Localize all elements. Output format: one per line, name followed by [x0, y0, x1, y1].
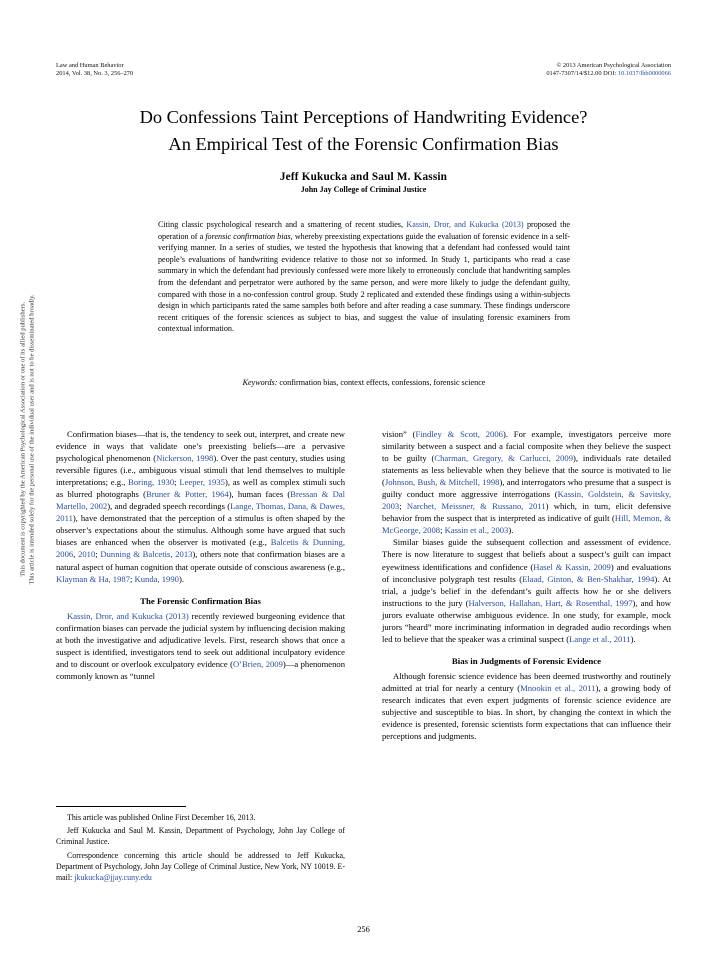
inline-citation[interactable]: Nickerson, 1998	[156, 453, 214, 464]
body-text: ). At trial, a judge’s belief in the defendant’s guilt affects how he or she delivers instructions to the jury (	[382, 573, 671, 608]
body-text: ) which, in turn, elicit defensive behavior from the suspect that is interpreted as indicative of guilt (	[382, 501, 671, 524]
inline-citation[interactable]: Dunning & Balcetis, 2013	[100, 549, 193, 560]
author-list: Jeff Kukucka and Saul M. Kassin	[279, 171, 448, 183]
body-text: ;	[399, 501, 407, 512]
inline-citation[interactable]: Kassin et al., 2003	[444, 525, 509, 536]
inline-citation[interactable]: Findley & Scott, 2006	[415, 429, 503, 439]
body-text: ). For example, investigators perceive more similarity between a suspect and a facial composite when they believe the suspect to be guilty (	[382, 429, 671, 464]
inline-citation[interactable]: Kassin, Goldstein, & Savitsky, 2003	[382, 489, 671, 512]
inline-citation[interactable]: Johnson, Bush, & Mitchell, 1998	[384, 477, 500, 488]
abstract-italic-term: forensic confirmation bias,	[205, 231, 293, 241]
body-text: )—a phenomenon commonly known as “tunnel	[56, 658, 345, 681]
body-text: ).	[508, 525, 514, 536]
inline-citation[interactable]: Lange et al., 2011	[569, 633, 631, 644]
body-text: ).	[630, 633, 636, 644]
body-text: ;	[130, 573, 135, 584]
title-line-1: Do Confessions Taint Perceptions of Handwriting Evidence?	[139, 107, 588, 127]
inline-citation[interactable]: Kassin, Dror, and Kukucka (2013)	[67, 610, 189, 621]
inline-citation[interactable]: Kunda, 1990	[134, 573, 179, 584]
inline-citation[interactable]: Hasel & Kassin, 2009	[533, 561, 611, 572]
journal-info	[56, 62, 133, 79]
body-text: ), others note that confirmation biases are a natural aspect of human cognition that operate outside of conscious awareness (e.g.,	[56, 549, 345, 572]
abstract	[158, 219, 570, 335]
inline-citation[interactable]: Halverson, Hallahan, Hart, & Rosenthal, 1997	[468, 597, 633, 608]
body-text: ;	[440, 525, 445, 536]
footnote	[56, 825, 345, 847]
section-heading: Bias in Judgments of Forensic Evidence	[451, 655, 602, 666]
email-link[interactable]: jkukucka@jjay.cuny.edu	[74, 873, 152, 883]
inline-citation[interactable]: Lange, Thomas, Dana, & Dawes, 2011	[56, 501, 345, 524]
body-text: ), have demonstrated that the perception of a stimulus is often shaped by the observer’s expectations about the stimulus. Although some have argued that such biases are enhanced when the observer is motivated (e.g.,	[56, 513, 345, 548]
inline-citation[interactable]: Bruner & Potter, 1964	[145, 489, 229, 500]
footnote	[56, 850, 345, 884]
body-text: ;	[95, 549, 101, 560]
doi-label: DOI:	[603, 70, 617, 78]
footnotes	[56, 812, 345, 885]
body-text: ), a growing body of research indicates that even expert judgments of forensic science evidence are subjective and susceptible to bias. In short, by changing the context in which the evidence is presented, forensic scientists form expectations that can influence their perceptions and judgments.	[382, 682, 671, 742]
body-paragraph	[382, 428, 671, 536]
page-title	[56, 104, 671, 158]
footnote-divider	[56, 806, 186, 807]
body-text: ), as well as complex stimuli such as blurred photographs (	[56, 477, 345, 500]
body-text: ), and degraded speech recordings (	[107, 501, 231, 512]
body-text: vision” (	[382, 429, 416, 439]
inline-citation[interactable]: Leeper, 1935	[179, 477, 225, 488]
doi-line	[546, 70, 671, 78]
keywords	[158, 377, 570, 389]
doi-link[interactable]: 10.1037/lhb0000066	[617, 70, 671, 78]
body-text: ), and how jurors evaluate otherwise ambiguous evidence. In one study, for example, mock jurors “heard” more incriminating information in degraded audio recordings when led to believe that the speaker was a criminal suspect (	[382, 597, 672, 644]
body-text: ;	[174, 477, 180, 488]
body-column-right	[382, 428, 671, 742]
copyright-info	[546, 62, 671, 79]
inline-citation[interactable]: Narchet, Meissner, & Russano, 2011	[406, 501, 546, 512]
affiliation: John Jay College of Criminal Justice	[300, 185, 427, 194]
inline-citation[interactable]: Klayman & Ha, 1987	[56, 573, 130, 584]
body-text: Although forensic science evidence has been deemed trustworthy and routinely admitted at trial for nearly a century (	[382, 670, 671, 693]
copyright-notice-line-2: This article is intended solely for the personal use of the individual user and is not to be disseminated broadly.	[29, 294, 36, 585]
abstract-citation-1[interactable]: Kassin, Dror, and Kukucka (2013)	[406, 220, 524, 229]
copyright-notice-sidebar	[19, 239, 38, 639]
section-heading: The Forensic Confirmation Bias	[140, 595, 261, 606]
footnote-text: Correspondence concerning this article should be addressed to Jeff Kukucka, Department of Psychology, John Jay College of Criminal Justice, New York, NY 10019. E-mail:	[56, 850, 345, 883]
inline-citation[interactable]: Mnookin et al., 2011	[520, 682, 596, 693]
footnote-text: Jeff Kukucka and Saul M. Kassin, Department of Psychology, John Jay College of Criminal Justice.	[56, 826, 345, 847]
body-text: ), individuals rate detailed statements as less believable when they believe that the source is motivated to lie (	[382, 453, 671, 488]
keywords-label: Keywords:	[242, 378, 278, 387]
body-text: recently reviewed burgeoning evidence that confirmation biases can pervade the judicial system by influencing decision making at both the investigative and adjudicative levels. First, research shows that once a suspect is identified, investigators tend to seek out additional inculpatory evidence and to discount or overlook exculpatory evidence (	[56, 610, 345, 669]
inline-citation[interactable]: 2010	[78, 549, 96, 560]
issn-price: 0147-7307/14/$12.00	[546, 70, 602, 78]
journal-volume: 2014, Vol. 38, No. 3, 256–270	[56, 70, 134, 78]
body-text: ).	[178, 573, 184, 584]
page-number: 256	[357, 925, 370, 934]
copyright-notice-line-1: This document is copyrighted by the American Psychological Association or one of its allied publishers.	[19, 301, 27, 577]
copyright-line: © 2013 American Psychological Association	[556, 62, 671, 69]
body-text: ). Over the past century, studies using reversible figures (i.e., ambiguous visual stimuli that lend themselves to multiple interpretations; e.g.,	[56, 453, 345, 488]
inline-citation[interactable]: Boring, 1930	[128, 477, 175, 488]
abstract-part-3: whereby preexisting expectations guide the evaluation of forensic evidence in a self-verifying manner. In a series of studies, we tested the hypothesis that knowing that a defendant had confessed would taint people’s evaluations of handwriting evidence relative to those not so informed. In Study 1, participants who read a case summary in which the defendant had previously confessed were more likely to erroneously conclude that handwriting samples from the defendant and perpetrator were authored by the same person, and were more likely to judge the defendant guilty, compared with those in a no-confession control group. Study 2 replicated and extended these findings using a within-subjects design in which participants rated the same samples both before and after reading a case summary. These findings underscore recent critiques of the forensic sciences as subject to bias, and suggest the value of insulating forensic examiners from contextual information.	[158, 231, 570, 334]
body-column-left	[56, 428, 345, 682]
body-paragraph	[56, 428, 345, 585]
body-text: ,	[73, 549, 79, 560]
body-text: Similar biases guide the subsequent collection and assessment of evidence. There is now literature to suggest that beliefs about a suspect’s guilt can impact eyewitness identifications and confidence (	[382, 537, 671, 572]
body-text: Confirmation biases—that is, the tendency to seek out, interpret, and create new evidence in ways that validate one’s preexisting beliefs—are a pervasive psychological phenomenon (	[56, 429, 345, 464]
footnote	[56, 812, 345, 823]
title-line-2: An Empirical Test of the Forensic Confirmation Bias	[168, 134, 559, 154]
inline-citation[interactable]: Charman, Gregory, & Carlucci, 2009	[434, 453, 573, 464]
inline-citation[interactable]: Bressan & Dal Martello, 2002	[56, 489, 345, 512]
keywords-text: confirmation bias, context effects, confessions, forensic science	[277, 378, 486, 387]
body-paragraph	[56, 610, 345, 682]
body-paragraph	[382, 670, 671, 742]
journal-name: Law and Human Behavior	[56, 62, 124, 69]
abstract-part-1: Citing classic psychological research and a smattering of recent studies,	[158, 220, 407, 229]
inline-citation[interactable]: Balcetis & Dunning, 2006	[56, 537, 345, 560]
inline-citation[interactable]: Elaad, Ginton, & Ben-Shakhar, 1994	[522, 573, 655, 584]
inline-citation[interactable]: Hill, Memon, & McGeorge, 2008	[382, 513, 672, 536]
abstract-part-2: proposed the operation of a	[158, 220, 570, 241]
body-text: ), human faces (	[228, 489, 291, 500]
body-paragraph	[382, 536, 671, 644]
footnote-text: This article was published Online First December 16, 2013.	[67, 813, 256, 822]
body-text: ) and evaluations of inconclusive polygraph test results (	[382, 561, 671, 584]
inline-citation[interactable]: O’Brien, 2009	[232, 658, 283, 669]
body-text: ), and interrogators who presume that a suspect is guilty conduct more aggressive interrogations (	[382, 477, 671, 500]
